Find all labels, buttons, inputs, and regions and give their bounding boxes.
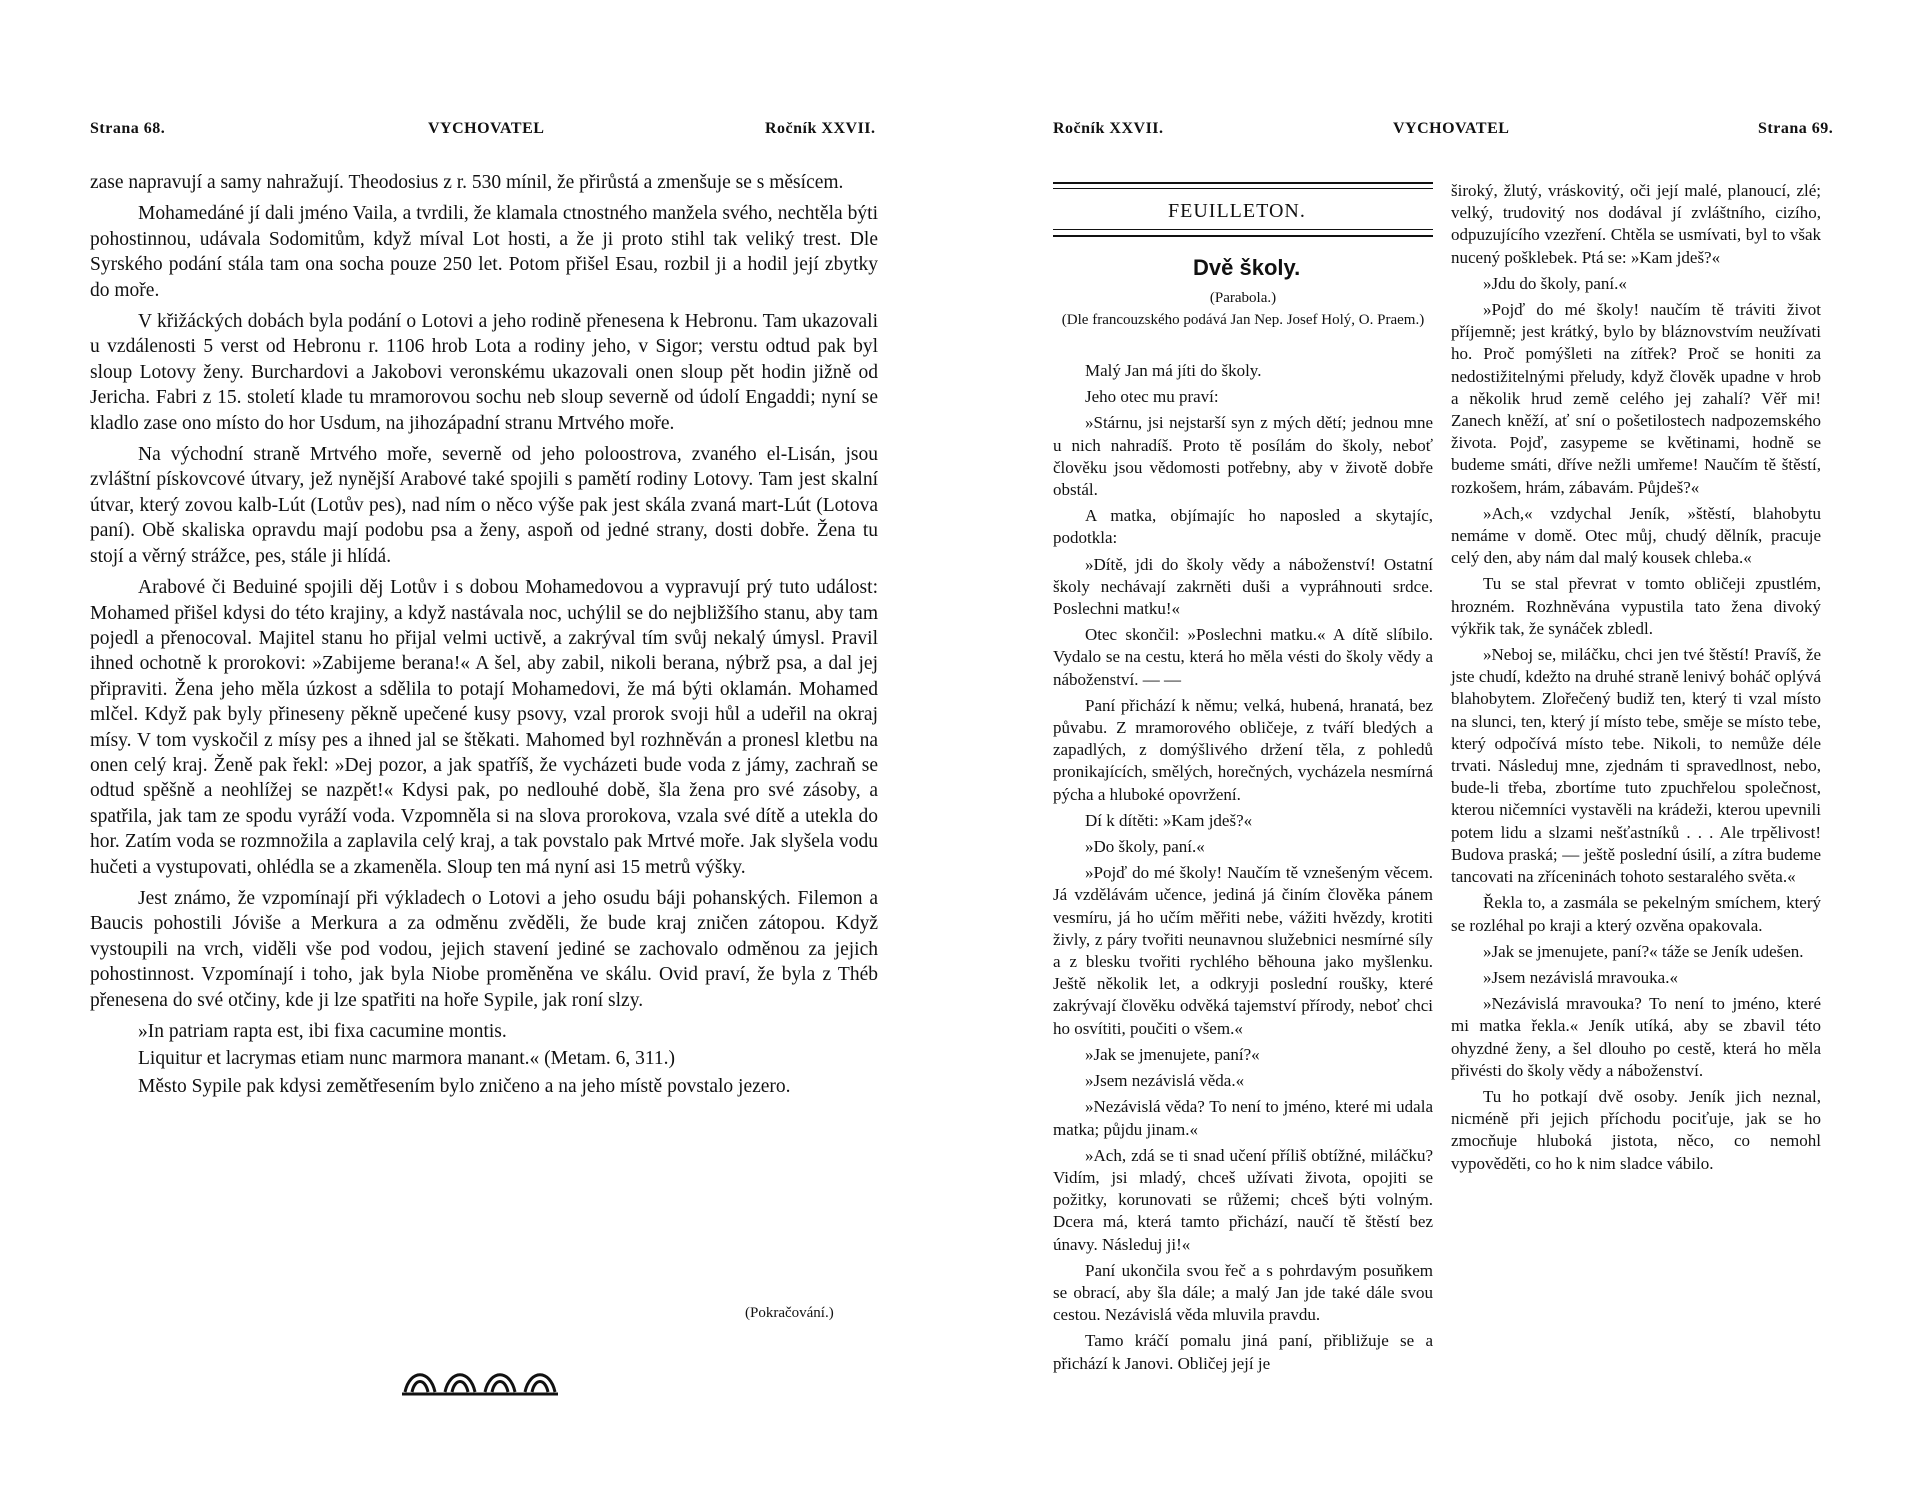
paragraph: Tu se stal převrat v tomto obličeji zpustlém, hrozném. Rozhněvána vypustila tato žena divoký výkřik tak, že synáček zbledl. xyxy=(1451,574,1821,638)
paragraph: Řekla to, a zasmála se pekelným smíchem, který se rozléhal po kraji a který ozvěna opakovala. xyxy=(1451,893,1821,935)
paragraph: »Nezávislá mravouka? To není to jméno, které mi matka řekla.« Jeník utíká, aby se zbavil této ohyzdné ženy, a šel dlouho po cestě, která ho měla přivésti do školy vědy a náboženství. xyxy=(1451,994,1821,1080)
paragraph: Tamo kráčí pomalu jiná paní, přibližuje se a přichází k Janovi. Obličej její je xyxy=(1053,1331,1433,1373)
paragraph: široký, žlutý, vráskovitý, oči její malé, planoucí, zlé; velký, trudovitý nos dodával jí zvláštního, cizího, odpuzujícího vzezření. Chtěla se usmívati, byl to však nucený pošklebek. Ptá se: »Kam jdeš?« xyxy=(1451,181,1821,267)
paragraph: Mohamedáné jí dali jméno Vaila, a tvrdili, že klamala ctnostného manžela svého, nechtěla býti pohostinnou, udávala Sodomitům, když míval Lot hosti, a že ji proto stihl tak veliký trest. Dle Syrského podání stála tam ona socha pouze 250 let. Potom přišel Esau, rozbil ji a hodil její zbytky do moře. xyxy=(90,203,878,301)
floral-ornament-icon xyxy=(400,1364,560,1398)
right-page-number: Strana 69. xyxy=(1758,120,1834,137)
paragraph: Paní přichází k němu; velká, hubená, hranatá, bez půvabu. Z mramorového obličeje, z tváří bledých a zapadlých, z domýšlivého držení těla, z pohledů pronikajících, smělých, horečných, vycházela nesmírná pýcha a hluboké opovržení. xyxy=(1053,695,1433,804)
right-volume: Ročník XXVII. xyxy=(1053,120,1164,137)
paragraph: »Do školy, paní.« xyxy=(1085,837,1205,857)
paragraph: »Dítě, jdi do školy vědy a náboženství! Ostatní školy nechávají zakrněti duši a vypráhnouti srdce. Poslechni matku!« xyxy=(1053,554,1433,619)
paragraph: Otec skončil: »Poslechni matku.« A dítě slíbilo. Vydalo se na cestu, která ho měla vésti do školy vědy a náboženství. — — xyxy=(1053,625,1433,689)
paragraph: »Stárnu, jsi nejstarší syn z mých dětí; jednou mne u nich nahradíš. Proto tě posílám do školy, neboť člověku jsou vědomosti potřebny, aby v životě dobře obstál. xyxy=(1053,413,1433,500)
paragraph: Tu ho potkají dvě osoby. Jeník jich neznal, nicméně při jejich příchodu pociťuje, jak se ho zmocňuje hluboká jistota, něco, co nemohl vypověděti, co ho k nim sladce vábilo. xyxy=(1451,1086,1821,1173)
paragraph: Arabové či Beduiné spojili děj Lotův i s dobou Mohamedovou a vypravují prý tuto událost: Mohamed přišel kdysi do této krajiny, a když nastávala noc, uchýlil se do nejbližšího stanu, aby tam pojedl a přenocoval. Majitel stanu ho přijal velmi uctivě, a zakrýval tím svůj nekalý úmysl. Pravil ihned ochotně k prorokovi: »Zabijeme berana!« A šel, aby zabil, nikoli berana, nýbrž psa, a dal jej připraviti. Žena jeho měla úzkost a sdělila to potají Mohamedovi, že má býti oklamán. Mohamed mlčel. Když pak byly přineseny pěkně upečené kusy psovy, vzal prorok svoji hůl a udeřil na okraj mísy. V tom vyskočil z mísy pes a ihned jal se štěkati. Mahomed byl rozhněván a pronesl kletbu na onen celý kraj. Ženě pak řekl: »Dej pozor, a jak spatříš, že vycházeti bude voda z jámy, zachraň se odtud spěšně a neohlížej se nazpět!« Kdysi pak, po nedlouhé době, šla žena pro své zásoby, a spatřila, jak tam ze spodu vyráží voda. Vzpomněla si na slova prorokova, vzala své dítě a utekla do hor. Zatím voda se rozmnožila a zaplavila celý kraj, a tak povstalo pak Mrtvé moře. Jak slyšela vodu hučeti a vystupovati, ohlédla se a zkameněla. Sloup ten má nyní asi 15 metrů výšky. xyxy=(90,577,878,878)
paragraph: zase napravují a samy nahražují. Theodosius z r. 530 mínil, že přirůstá a zmenšuje se s měsícem. xyxy=(90,172,844,193)
paragraph: »Jsem nezávislá mravouka.« xyxy=(1483,967,1678,987)
continued-note: (Pokračování.) xyxy=(745,1305,834,1321)
paragraph: Na východní straně Mrtvého moře, severně od jeho poloostrova, zvaného el-Lisán, jsou zvláštní pískovcové útvary, jež nynější Arabové také spojili s pamětí rodiny Lotovy. Tam jest skalní útvar, který zovou kalb-Lút (Lotův pes), nad ním o něco výše pak jest skála zvaná mart-Lút (Lotova paní). Obě skaliska opravdu mají podobu psa a ženy, aspoň od jedné strany, dosti dobře. Žena tu stojí a věrný strážce, pes, stále ji hlídá. xyxy=(90,444,878,567)
verse-line: Liquitur et lacrymas etiam nunc marmora manant.« (Metam. 6, 311.) xyxy=(138,1048,675,1070)
paragraph: »Ach, zdá se ti snad učení příliš obtížné, miláčku? Vidím, jsi mladý, chceš užívati života, opojiti se požitky, korunovati se růžemi; chceš býti volným. Dcera má, která tamto přichází, naučí tě štěstí bez únavy. Následuj ji!« xyxy=(1053,1145,1433,1254)
paragraph: A matka, objímajíc ho naposled a skytajíc, podotkla: xyxy=(1053,506,1433,548)
divider-rule xyxy=(1053,182,1433,184)
left-article xyxy=(90,170,878,1105)
story-title: Dvě školy. xyxy=(1193,255,1301,280)
divider-rule xyxy=(1053,235,1433,237)
attribution: (Dle francouzského podává Jan Nep. Josef Holý, O. Praem.) xyxy=(1061,312,1425,328)
verse-line: »In patriam rapta est, ibi fixa cacumine montis. xyxy=(138,1021,507,1042)
paragraph: Paní ukončila svou řeč a s pohrdavým posuňkem se obrací, aby šla dále; a malý Jan jde také dále svou cestou. Nezávislá věda mluvila pravdu. xyxy=(1053,1260,1433,1325)
divider-rule xyxy=(1053,229,1433,230)
left-page-number: Strana 68. xyxy=(90,120,166,137)
paragraph: Jest známo, že vzpomínají při výkladech o Lotovi a jeho osudu báji pohanských. Filemon a Baucis pohostili Jóviše a Merkura a za odměnu zvěděli, že bude kraj zničen zátopou. Když vystoupili na vrch, viděli vše pod vodou, jejich stavení jediné se zachovalo odměnou za jejich pohostinnost. Vzpomínají i toho, jak byla Niobe proměněna ve skálu. Ovid praví, že byla z Théb přenesena do své otčiny, kde ji lze spatřiti na hoře Sypile, jak roní slzy. xyxy=(90,887,878,1011)
paragraph: »Pojď do mé školy! Naučím tě vznešeným věcem. Já vzdělávám učence, jediná já činím člověka pánem vesmíru, já ho učím měřiti nebe, vážiti hvězdy, krotiti živly, z páry tvořiti neunavnou služebnici nesmírné síly a z blesku tvořiti rychlého běhouna jako myšlenku. Ještě několik let, a odkryji poslední roušky, které zakrývají člověku odvěká tajemství přírody, neboť chci ho osvítiti, poučiti o všem.« xyxy=(1053,863,1433,1038)
paragraph: »Pojď do mé školy! naučím tě tráviti život příjemně; jest krátký, bylo by bláznovstvím neužívati ho. Proč pomýšleti na zítřek? Proč se honiti za nedostižitelnými přeludy, když člověk upadne v hrob a několik hrud země celého jej zahalí? Věř mi! Zanech kněží, ať sní o pošetilostech nadpozemského života. Pojď, zasypeme se květinami, hodně se budeme smáti, dříve nežli umřeme! Naučím tě štěstí, rozkošem, hrám, zábavám. Půjdeš?« xyxy=(1451,300,1821,497)
paragraph: »Neboj se, miláčku, chci jen tvé štěstí! Pravíš, že jste chudí, kdežto na druhé straně lenivý boháč oplývá blahobytem. Zlořečený budiž ten, který ti vzal místo na slunci, ten, který jí místo tebe, směje se místo tebe, který odpočívá místo tebe. Nikoli, to nemůže déle trvati. Následuj mne, zjednám ti spravedlnost, nebo, bude-li třeba, zbortíme tuto zpuchřelou společnost, kterou ničemníci vystavěli na krádeži, kterou upevnili potem lidu a slzami nešťastníků . . . Ale trpělivost! Budova praská; — ještě poslední úsilí, a zítra budeme tancovati na zříceninách tohoto sestaralého světa.« xyxy=(1451,645,1821,887)
paragraph: »Jdu do školy, paní.« xyxy=(1483,273,1627,293)
right-journal-title: VYCHOVATEL xyxy=(1393,120,1510,137)
paragraph: »Jak se jmenujete, paní?« táže se Jeník udešen. xyxy=(1483,941,1804,961)
column-2 xyxy=(1451,180,1821,1179)
divider-rule xyxy=(1053,188,1433,189)
paragraph: V křižáckých dobách byla podání o Lotovi a jeho rodině přenesena k Hebronu. Tam ukazovali u vzdálenosti 5 verst od Hebronu r. 1106 hrob Lota a rodiny jeho, v Sigor; verstu odtud pak byl sloup Lotovy ženy. Burchardovi a Jakobovi veronskému ukazovali onen sloup pět hodin jižně od Jericha. Fabri z 15. století klade tu mramorovou sochu neb sloup severně od údolí Engaddi; nyní se kladlo zase ono místo do hor Usdum, na jihozápadní stranu Mrtvého moře. xyxy=(90,311,878,434)
right-page xyxy=(953,0,1906,1501)
paragraph: Město Sypile pak kdysi zemětřesením bylo zničeno a na jeho místě povstalo jezero. xyxy=(138,1075,791,1097)
paragraph: »Jsem nezávislá věda.« xyxy=(1085,1071,1245,1091)
left-volume: Ročník XXVII. xyxy=(765,120,876,137)
paragraph: »Jak se jmenujete, paní?« xyxy=(1085,1044,1260,1064)
column-1 xyxy=(1053,360,1433,1379)
paragraph: »Ach,« vzdychal Jeník, »štěstí, blahobytu nemáme v domě. Otec můj, chudý dělník, pracuje celý den, aby nám dal malý kousek chleba.« xyxy=(1451,503,1821,568)
section-heading: FEUILLETON. xyxy=(1168,200,1306,222)
paragraph: Dí k dítěti: »Kam jdeš?« xyxy=(1085,810,1253,830)
paragraph: »Nezávislá věda? To není to jméno, které mi udala matka; půjdu jinam.« xyxy=(1053,1097,1433,1139)
story-subtitle: (Parabola.) xyxy=(1209,290,1277,306)
paragraph: Jeho otec mu praví: xyxy=(1085,387,1219,407)
left-journal-title: VYCHOVATEL xyxy=(428,120,545,137)
paragraph: Malý Jan má jíti do školy. xyxy=(1085,361,1262,380)
